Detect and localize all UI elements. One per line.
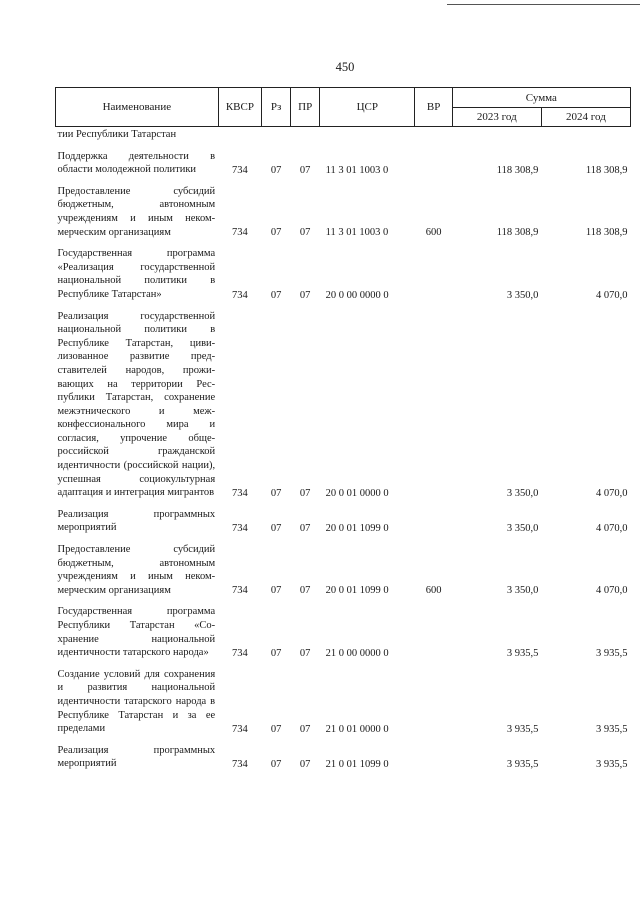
row-sum-2024: 4 070,0 xyxy=(596,289,628,301)
page-number: 450 xyxy=(335,60,355,74)
row-rz: 07 xyxy=(270,723,282,735)
row-name: Поддержка деятельности в области молодежной политики xyxy=(57,150,216,176)
row-name: Предоставление субсидий бюджетным, автономным учреждениям и иным некоммерческим организациям xyxy=(57,544,216,596)
row-name: Государственная программа Республики Татарстан «Сохранение национальной идентичности татарского народа» xyxy=(57,606,216,659)
row-kvsr: 734 xyxy=(232,164,248,176)
row-name: Реализация государственной национальной политики в Республике Татарстан, цивилизованное развитие представителей народов, проживающих на территории Республики Татарстан, сохранение межэтнического и межконфессионального мира и согласия, упрочение общероссийской гражданской идентичности (российской нации), успешная социокультурная адаптация и интеграция мигрантов xyxy=(57,310,216,499)
row-kvsr: 734 xyxy=(232,723,248,735)
row-kvsr: 734 xyxy=(232,758,248,770)
table-row xyxy=(56,500,631,535)
header-kvsr: КВСР xyxy=(218,88,262,127)
row-vr xyxy=(415,500,452,535)
row-sum-2024: 3 935,5 xyxy=(596,758,628,770)
budget-table xyxy=(55,87,631,771)
row-pr: 07 xyxy=(299,164,311,176)
header-pr: ПР xyxy=(291,88,320,127)
row-sum-2023: 118 308,9 xyxy=(496,164,539,176)
row-sum-2024: 118 308,9 xyxy=(585,164,628,176)
row-sum-2023: 3 350,0 xyxy=(506,487,539,499)
row-name: Реализация программных мероприятий xyxy=(57,744,216,770)
row-kvsr: 734 xyxy=(232,647,248,659)
row-rz: 07 xyxy=(270,523,282,535)
row-name: Создание условий для сохранения и развития национальной идентичности татарского народа в Республике Татарстан и за ее пределами xyxy=(57,668,216,735)
row-pr: 07 xyxy=(299,647,311,659)
row-csr: 20 0 01 1099 0 xyxy=(325,585,389,597)
row-kvsr: 734 xyxy=(232,487,248,499)
row-pr: 07 xyxy=(299,723,311,735)
row-vr xyxy=(415,142,452,177)
header-2024: 2024 год xyxy=(541,108,630,127)
row-rz: 07 xyxy=(270,647,282,659)
row-vr: 600 xyxy=(425,585,442,597)
row-rz: 07 xyxy=(270,289,282,301)
row-csr: 21 0 01 1099 0 xyxy=(325,758,389,770)
header-sum: Сумма xyxy=(452,88,630,108)
row-vr: 600 xyxy=(425,227,442,239)
row-csr: 21 0 00 0000 0 xyxy=(325,647,389,659)
table-header xyxy=(56,88,631,127)
table-body xyxy=(56,127,631,771)
row-pr: 07 xyxy=(299,487,311,499)
row-sum-2023: 3 350,0 xyxy=(506,523,539,535)
row-sum-2023: 3 935,5 xyxy=(506,723,539,735)
row-pr: 07 xyxy=(299,523,311,535)
row-sum-2023: 3 350,0 xyxy=(506,289,539,301)
row-sum-2023: 118 308,9 xyxy=(496,227,539,239)
row-rz: 07 xyxy=(270,227,282,239)
row-vr xyxy=(415,597,452,659)
row-name: Реализация программных мероприятий xyxy=(57,508,216,534)
row-name: Государственная программа «Реализация государственной национальной политики в Республике Татарстан» xyxy=(57,248,216,300)
row-kvsr: 734 xyxy=(232,523,248,535)
row-pr: 07 xyxy=(299,227,311,239)
row-pr: 07 xyxy=(299,289,311,301)
table-row xyxy=(56,239,631,301)
table-row xyxy=(56,302,631,500)
table-row xyxy=(56,535,631,597)
header-csr: ЦСР xyxy=(320,88,415,127)
row-csr: 20 0 00 0000 0 xyxy=(325,289,389,301)
row-pr: 07 xyxy=(299,585,311,597)
row-csr: 21 0 01 0000 0 xyxy=(325,723,389,735)
row-vr xyxy=(415,736,452,771)
row-rz: 07 xyxy=(270,585,282,597)
row-sum-2024: 4 070,0 xyxy=(596,487,628,499)
row-kvsr: 734 xyxy=(232,585,248,597)
row-csr: 11 3 01 1003 0 xyxy=(325,164,389,176)
row-vr xyxy=(415,660,452,736)
row-sum-2024: 4 070,0 xyxy=(596,585,628,597)
row-rz: 07 xyxy=(270,164,282,176)
row-sum-2024: 118 308,9 xyxy=(585,227,628,239)
table-row xyxy=(56,142,631,177)
row-csr: 20 0 01 1099 0 xyxy=(325,523,389,535)
row-sum-2023: 3 935,5 xyxy=(506,647,539,659)
header-name: Наименование xyxy=(56,88,219,127)
table-row xyxy=(56,736,631,771)
row-vr xyxy=(415,302,452,500)
table-row xyxy=(56,597,631,659)
table-row xyxy=(56,177,631,239)
continuation-row xyxy=(56,127,631,142)
row-sum-2024: 4 070,0 xyxy=(596,523,628,535)
header-vr: ВР xyxy=(415,88,452,127)
row-sum-2024: 3 935,5 xyxy=(596,647,628,659)
row-sum-2024: 3 935,5 xyxy=(596,723,628,735)
row-name: Предоставление субсидий бюджетным, автономным учреждениям и иным некоммерческим организациям xyxy=(57,185,216,238)
header-rz: Рз xyxy=(262,88,291,127)
row-sum-2023: 3 935,5 xyxy=(506,758,539,770)
top-rule xyxy=(447,4,640,5)
header-2023: 2023 год xyxy=(452,108,541,127)
row-sum-2023: 3 350,0 xyxy=(506,585,539,597)
continuation-text: тии Республики Татарстан xyxy=(57,129,177,140)
row-vr xyxy=(415,239,452,301)
row-rz: 07 xyxy=(270,487,282,499)
table-row xyxy=(56,660,631,736)
row-kvsr: 734 xyxy=(232,289,248,301)
row-rz: 07 xyxy=(270,758,282,770)
row-csr: 20 0 01 0000 0 xyxy=(325,487,389,499)
row-pr: 07 xyxy=(299,758,311,770)
row-csr: 11 3 01 1003 0 xyxy=(325,227,389,239)
row-kvsr: 734 xyxy=(232,227,248,239)
